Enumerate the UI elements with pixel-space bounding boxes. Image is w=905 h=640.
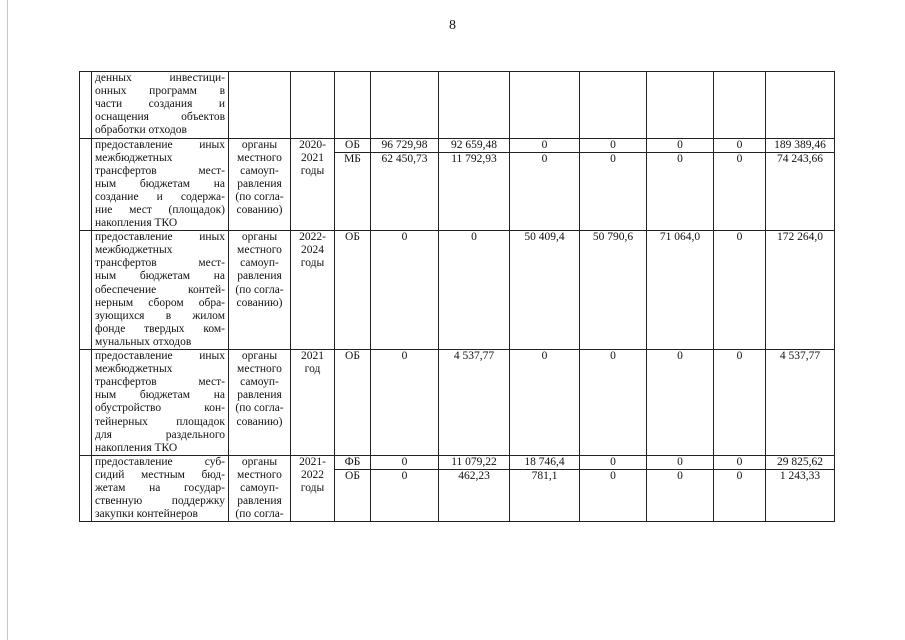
- value-cell: [714, 138, 766, 231]
- value-cell: [580, 138, 647, 231]
- funding-source: МБ: [344, 152, 361, 165]
- value-cell: [439, 455, 510, 522]
- executor-cell: [229, 72, 291, 139]
- amount: 0: [610, 455, 616, 468]
- value-cell: [647, 138, 714, 231]
- table-row: [80, 350, 835, 456]
- value-cell: [510, 455, 580, 522]
- amount: 62 450,73: [381, 152, 428, 165]
- description-line: предоставление суб-: [95, 455, 225, 468]
- description-line: денных инвестици-: [95, 72, 225, 84]
- description-line: межбюджетных: [95, 363, 173, 376]
- amount: 74 243,66: [777, 152, 823, 165]
- description-cell: [92, 72, 229, 139]
- executor-line: органы: [241, 455, 278, 468]
- funding-source: ОБ: [345, 138, 360, 151]
- value-cell: [371, 350, 439, 456]
- value-cell: [766, 231, 835, 350]
- description-line: оснащения объектов: [95, 111, 225, 124]
- value-cell: [580, 350, 647, 456]
- amount: 0: [610, 138, 616, 151]
- executor-line: сованию): [236, 296, 283, 309]
- table-row: [80, 138, 835, 231]
- row-index-cell: [80, 72, 92, 139]
- description-line: предоставление иных: [95, 231, 225, 244]
- period-line: 2021: [301, 350, 324, 363]
- value-cell: [510, 231, 580, 350]
- value-cell: [714, 72, 766, 139]
- funding-source: ОБ: [345, 231, 360, 244]
- description-line: трансфертов мест-: [95, 257, 225, 270]
- amount: 462,23: [458, 469, 490, 482]
- description-line: нерным сбором обра-: [95, 296, 225, 309]
- executor-cell: [229, 350, 291, 456]
- funding-source-cell: [335, 350, 371, 456]
- executor-line: (по согла-: [235, 190, 284, 203]
- value-cell: [647, 72, 714, 139]
- description-cell: [92, 350, 229, 456]
- value-cell: [439, 138, 510, 231]
- description-line: обустройство кон-: [95, 402, 225, 415]
- value-cell: [766, 455, 835, 522]
- amount: 781,1: [531, 469, 558, 482]
- value-cell: [510, 72, 580, 139]
- funding-source: ОБ: [345, 469, 360, 482]
- funding-source-cell: [335, 231, 371, 350]
- description-line: ным бюджетам на: [95, 389, 225, 402]
- value-cell: [439, 72, 510, 139]
- period-line: годы: [300, 257, 325, 270]
- period-cell: [291, 231, 335, 350]
- value-cell: [371, 138, 439, 231]
- description-line: накопления ТКО: [95, 441, 178, 454]
- value-cell: [510, 138, 580, 231]
- amount: 0: [401, 455, 408, 468]
- description-line: обработки отходов: [95, 124, 187, 137]
- amount: 0: [401, 350, 408, 363]
- executor-line: равления: [237, 270, 282, 283]
- description-line: трансфертов мест-: [95, 376, 225, 389]
- amount: 11 079,22: [451, 455, 497, 468]
- amount: 96 729,98: [381, 138, 428, 151]
- description-line: создание и содержа-: [95, 190, 225, 203]
- amount: 0: [541, 152, 548, 165]
- value-cell: [439, 231, 510, 350]
- executor-line: местного: [237, 468, 282, 481]
- period-line: 2024: [301, 244, 324, 257]
- description-line: онных программ в: [95, 85, 225, 98]
- amount: 0: [541, 350, 548, 363]
- description-line: жетам на государ-: [95, 482, 225, 495]
- executor-line: (по согла-: [235, 508, 284, 521]
- amount: 29 825,62: [777, 455, 823, 468]
- period-line: 2022-: [299, 231, 326, 244]
- table-row: [80, 72, 835, 139]
- amount: 0: [677, 469, 683, 482]
- value-cell: [714, 350, 766, 456]
- amount: 4 537,77: [779, 350, 821, 363]
- executor-line: самоуп-: [240, 482, 279, 495]
- period-line: годы: [300, 482, 325, 495]
- description-line: накопления ТКО: [95, 217, 178, 230]
- description-line: трансфертов мест-: [95, 164, 225, 177]
- executor-line: органы: [241, 138, 278, 151]
- amount: 0: [736, 138, 743, 151]
- executor-cell: [229, 455, 291, 522]
- row-index-cell: [80, 138, 92, 231]
- description-line: тейнерных площадок: [95, 415, 225, 428]
- amount: 0: [736, 455, 743, 468]
- funding-source-cell: [335, 455, 371, 522]
- amount: 0: [736, 350, 743, 363]
- period-cell: [291, 455, 335, 522]
- amount: 1 243,33: [779, 469, 821, 482]
- table-row: [80, 231, 835, 350]
- row-index-cell: [80, 455, 92, 522]
- description-line: ным бюджетам на: [95, 270, 225, 283]
- amount: 18 746,4: [524, 455, 565, 468]
- funding-source-cell: [335, 72, 371, 139]
- table-row: [80, 455, 835, 522]
- description-line: обеспечение контей-: [95, 283, 225, 296]
- description-line: предоставление иных: [95, 350, 225, 363]
- executor-cell: [229, 231, 291, 350]
- budget-table: [79, 71, 835, 522]
- amount: 0: [677, 152, 683, 165]
- amount: 189 389,46: [774, 138, 826, 151]
- amount: 92 659,48: [451, 138, 497, 151]
- description-line: зующихся в жилом: [95, 309, 225, 322]
- value-cell: [371, 231, 439, 350]
- amount: 0: [677, 138, 683, 151]
- amount: 0: [610, 152, 616, 165]
- amount: 4 537,77: [453, 350, 495, 363]
- executor-line: самоуп-: [240, 257, 279, 270]
- description-line: межбюджетных: [95, 151, 173, 164]
- executor-line: самоуп-: [240, 376, 279, 389]
- amount: 0: [471, 231, 477, 244]
- description-line: для раздельного: [95, 428, 225, 441]
- value-cell: [580, 231, 647, 350]
- period-line: 2021: [301, 151, 324, 164]
- amount: 0: [736, 152, 743, 165]
- amount: 0: [677, 350, 683, 363]
- executor-line: самоуп-: [240, 164, 279, 177]
- executor-line: равления: [237, 389, 282, 402]
- description-line: предоставление иных: [95, 138, 225, 151]
- row-index-cell: [80, 231, 92, 350]
- executor-line: местного: [237, 363, 282, 376]
- amount: 0: [736, 469, 743, 482]
- executor-line: (по согла-: [235, 283, 284, 296]
- value-cell: [647, 231, 714, 350]
- value-cell: [714, 455, 766, 522]
- executor-line: сованию): [236, 415, 283, 428]
- amount: 0: [610, 469, 616, 482]
- value-cell: [580, 455, 647, 522]
- executor-line: местного: [237, 151, 282, 164]
- description-line: фонде твердых ком-: [95, 322, 225, 335]
- description-line: мунальных отходов: [95, 335, 192, 348]
- page-margin-line: [7, 0, 8, 640]
- period-line: год: [304, 363, 321, 376]
- period-line: 2022: [301, 468, 324, 481]
- value-cell: [766, 138, 835, 231]
- description-line: ным бюджетам на: [95, 177, 225, 190]
- executor-line: органы: [241, 350, 278, 363]
- amount: 0: [541, 138, 548, 151]
- row-index-cell: [80, 350, 92, 456]
- description-cell: [92, 231, 229, 350]
- value-cell: [371, 72, 439, 139]
- amount: 50 409,4: [524, 231, 565, 244]
- value-cell: [371, 455, 439, 522]
- amount: 172 264,0: [777, 231, 823, 244]
- page-number: 8: [449, 18, 456, 33]
- amount: 0: [736, 231, 743, 244]
- description-line: закупки контейнеров: [95, 508, 198, 521]
- value-cell: [580, 72, 647, 139]
- description-cell: [92, 455, 229, 522]
- period-line: 2020-: [299, 138, 326, 151]
- amount: 11 792,93: [451, 152, 497, 165]
- value-cell: [647, 350, 714, 456]
- value-cell: [647, 455, 714, 522]
- period-line: 2021-: [299, 455, 326, 468]
- executor-line: (по согла-: [235, 402, 284, 415]
- amount: 0: [677, 455, 683, 468]
- executor-line: сованию): [236, 203, 283, 216]
- period-cell: [291, 138, 335, 231]
- executor-cell: [229, 138, 291, 231]
- value-cell: [714, 231, 766, 350]
- period-cell: [291, 350, 335, 456]
- executor-line: равления: [237, 177, 282, 190]
- description-line: части создания и: [95, 98, 225, 111]
- amount: 0: [610, 350, 616, 363]
- funding-source: ОБ: [345, 350, 360, 363]
- executor-line: равления: [237, 495, 282, 508]
- description-line: ственную поддержку: [95, 495, 225, 508]
- description-cell: [92, 138, 229, 231]
- amount: 0: [401, 231, 408, 244]
- value-cell: [510, 350, 580, 456]
- period-line: годы: [300, 164, 325, 177]
- period-cell: [291, 72, 335, 139]
- amount: 71 064,0: [659, 231, 701, 244]
- value-cell: [766, 350, 835, 456]
- executor-line: местного: [237, 244, 282, 257]
- executor-line: органы: [241, 231, 278, 244]
- funding-source-cell: [335, 138, 371, 231]
- amount: 0: [401, 469, 408, 482]
- value-cell: [766, 72, 835, 139]
- value-cell: [439, 350, 510, 456]
- description-line: ние мест (площадок): [95, 203, 225, 216]
- funding-source: ФБ: [344, 455, 361, 468]
- amount: 50 790,6: [592, 231, 634, 244]
- description-line: сидий местным бюд-: [95, 468, 225, 481]
- description-line: межбюджетных: [95, 244, 173, 257]
